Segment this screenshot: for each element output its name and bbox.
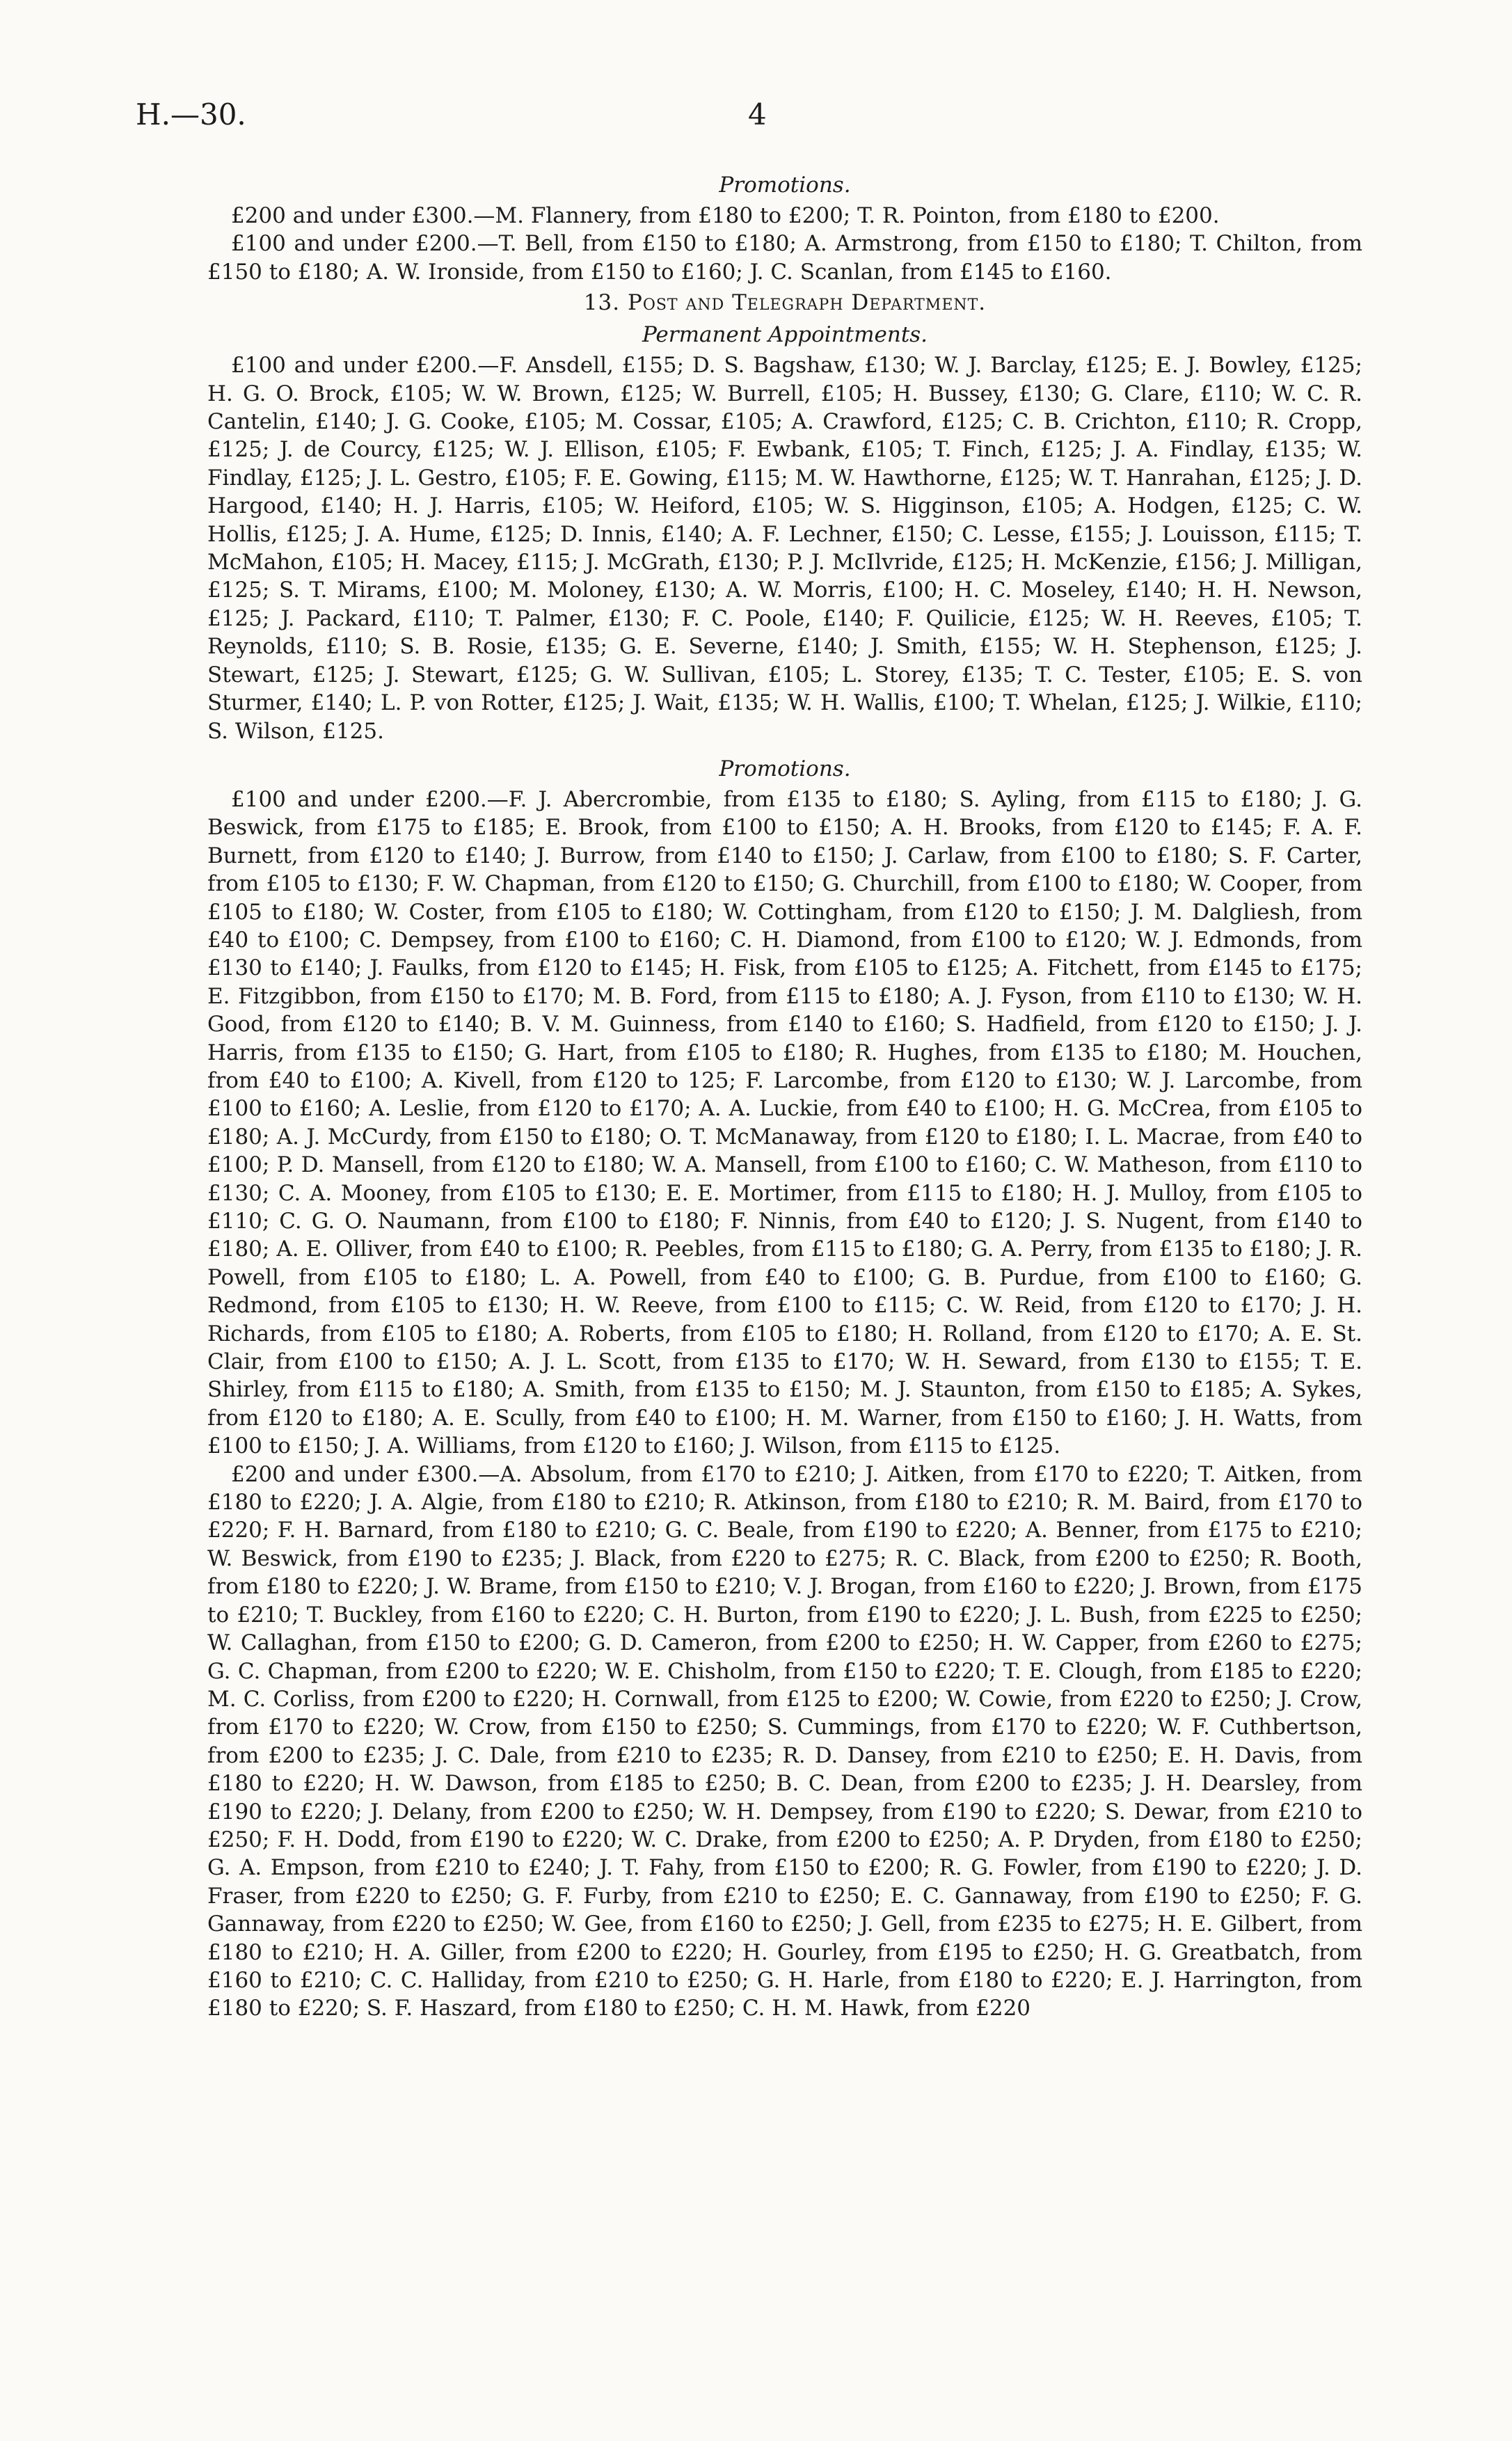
page-header: [136, 97, 1374, 139]
permanent-appointments-heading: Permanent Appointments.: [642, 322, 928, 348]
page-number: 4: [748, 97, 767, 132]
paragraph: £100 and under £200.—F. Ansdell, £155; D. S. Bagshaw, £130; W. J. Barclay, £125; E. J. Bowley, £125; H. G. O. Brock, £105; W. W. Brown, £125; W. Burrell, £105; H. Bussey, £130; G. Clare, £110; W. C. R. Cantelin, £140; J. G. Cooke, £105; M. Cossar, £105; A. Crawford, £125; C. B. Crichton, £110; R. Cropp, £125; J. de Courcy, £125; W. J. Ellison, £105; F. Ewbank, £105; T. Finch, £125; J. A. Findlay, £135; W. Findlay, £125; J. L. Gestro, £105; F. E. Gowing, £115; M. W. Hawthorne, £125; W. T. Hanrahan, £125; J. D. Hargood, £140; H. J. Harris, £105; W. Heiford, £105; W. S. Higginson, £105; A. Hodgen, £125; C. W. Hollis, £125; J. A. Hume, £125; D. Innis, £140; A. F. Lechner, £150; C. Lesse, £155; J. Louisson, £115; T. McMahon, £105; H. Macey, £115; J. McGrath, £130; P. J. McIlvride, £125; H. McKenzie, £156; J. Milligan, £125; S. T. Mirams, £100; M. Moloney, £130; A. W. Morris, £100; H. C. Moseley, £140; H. H. Newson, £125; J. Packard, £110; T. Palmer, £130; F. C. Poole, £140; F. Quilicie, £125; W. H. Reeves, £105; T. Reynolds, £110; S. B. Rosie, £135; G. E. Severne, £140; J. Smith, £155; W. H. Stephenson, £125; J. Stewart, £125; J. Stewart, £125; G. W. Sullivan, £105; L. Storey, £135; T. C. Tester, £105; E. S. von Sturmer, £140; L. P. von Rotter, £125; J. Wait, £135; W. H. Wallis, £100; T. Whelan, £125; J. Wilkie, £110; S. Wilson, £125.: [207, 353, 1362, 744]
document-id: H.—30.: [136, 97, 246, 132]
paragraph: £200 and under £300.—A. Absolum, from £170 to £210; J. Aitken, from £170 to £220; T. Aitken, from £180 to £220; J. A. Algie, from £180 to £210; R. Atkinson, from £180 to £210; R. M. Baird, from £170 to £220; F. H. Barnard, from £180 to £210; G. C. Beale, from £190 to £220; A. Benner, from £175 to £210; W. Beswick, from £190 to £235; J. Black, from £220 to £275; R. C. Black, from £200 to £250; R. Booth, from £180 to £220; J. W. Brame, from £150 to £210; V. J. Brogan, from £160 to £220; J. Brown, from £175 to £210; T. Buckley, from £160 to £220; C. H. Burton, from £190 to £220; J. L. Bush, from £225 to £250; W. Callaghan, from £150 to £200; G. D. Cameron, from £200 to £250; H. W. Capper, from £260 to £275; G. C. Chapman, from £200 to £220; W. E. Chisholm, from £150 to £220; T. E. Clough, from £185 to £220; M. C. Corliss, from £200 to £220; H. Cornwall, from £125 to £200; W. Cowie, from £220 to £250; J. Crow, from £170 to £220; W. Crow, from £150 to £250; S. Cummings, from £170 to £220; W. F. Cuthbertson, from £200 to £235; J. C. Dale, from £210 to £235; R. D. Dansey, from £210 to £250; E. H. Davis, from £180 to £220; H. W. Dawson, from £185 to £250; B. C. Dean, from £200 to £235; J. H. Dearsley, from £190 to £220; J. Delany, from £200 to £250; W. H. Dempsey, from £190 to £220; S. Dewar, from £210 to £250; F. H. Dodd, from £190 to £220; W. C. Drake, from £200 to £250; A. P. Dryden, from £180 to £250; G. A. Empson, from £210 to £240; J. T. Fahy, from £150 to £200; R. G. Fowler, from £190 to £220; J. D. Fraser, from £220 to £250; G. F. Furby, from £210 to £250; E. C. Gannaway, from £190 to £250; F. G. Gannaway, from £220 to £250; W. Gee, from £160 to £250; J. Gell, from £235 to £275; H. E. Gilbert, from £180 to £210; H. A. Giller, from £200 to £220; H. Gourley, from £195 to £250; H. G. Greatbatch, from £160 to £210; C. C. Halliday, from £210 to £250; G. H. Harle, from £180 to £220; E. J. Harrington, from £180 to £220; S. F. Haszard, from £180 to £250; C. H. M. Hawk, from £220: [207, 1461, 1362, 2021]
paragraph: £100 and under £200.—T. Bell, from £150 to £180; A. Armstrong, from £150 to £180; T. Chilton, from £150 to £180; A. W. Ironside, from £150 to £160; J. C. Scanlan, from £145 to £160.: [207, 231, 1362, 285]
paragraph: £100 and under £200.—F. J. Abercrombie, from £135 to £180; S. Ayling, from £115 to £180; J. G. Beswick, from £175 to £185; E. Brook, from £100 to £150; A. H. Brooks, from £120 to £145; F. A. F. Burnett, from £120 to £140; J. Burrow, from £140 to £150; J. Carlaw, from £100 to £180; S. F. Carter, from £105 to £130; F. W. Chapman, from £120 to £150; G. Churchill, from £100 to £180; W. Cooper, from £105 to £180; W. Coster, from £105 to £180; W. Cottingham, from £120 to £150; J. M. Dalgliesh, from £40 to £100; C. Dempsey, from £100 to £160; C. H. Diamond, from £100 to £120; W. J. Edmonds, from £130 to £140; J. Faulks, from £120 to £145; H. Fisk, from £105 to £125; A. Fitchett, from £145 to £175; E. Fitzgibbon, from £150 to £170; M. B. Ford, from £115 to £180; A. J. Fyson, from £110 to £130; W. H. Good, from £120 to £140; B. V. M. Guinness, from £140 to £160; S. Hadfield, from £120 to £150; J. J. Harris, from £135 to £150; G. Hart, from £105 to £180; R. Hughes, from £135 to £180; M. Houchen, from £40 to £100; A. Kivell, from £120 to 125; F. Larcombe, from £120 to £130; W. J. Larcombe, from £100 to £160; A. Leslie, from £120 to £170; A. A. Luckie, from £40 to £100; H. G. McCrea, from £105 to £180; A. J. McCurdy, from £150 to £180; O. T. McManaway, from £120 to £180; I. L. Macrae, from £40 to £100; P. D. Mansell, from £120 to £180; W. A. Mansell, from £100 to £160; C. W. Matheson, from £110 to £130; C. A. Mooney, from £105 to £130; E. E. Mortimer, from £115 to £180; H. J. Mulloy, from £105 to £110; C. G. O. Naumann, from £100 to £180; F. Ninnis, from £40 to £120; J. S. Nugent, from £140 to £180; A. E. Olliver, from £40 to £100; R. Peebles, from £115 to £180; G. A. Perry, from £135 to £180; J. R. Powell, from £105 to £180; L. A. Powell, from £40 to £100; G. B. Purdue, from £100 to £160; G. Redmond, from £105 to £130; H. W. Reeve, from £100 to £115; C. W. Reid, from £120 to £170; J. H. Richards, from £105 to £180; A. Roberts, from £105 to £180; H. Rolland, from £120 to £170; A. E. St. Clair, from £100 to £150; A. J. L. Scott, from £135 to £170; W. H. Seward, from £130 to £155; T. E. Shirley, from £115 to £180; A. Smith, from £135 to £150; M. J. Staunton, from £150 to £185; A. Sykes, from £120 to £180; A. E. Scully, from £40 to £100; H. M. Warner, from £150 to £160; J. H. Watts, from £100 to £150; J. A. Williams, from £120 to £160; J. Wilson, from £115 to £125.: [207, 786, 1362, 1459]
section-title: 13. Post and Telegraph Department.: [583, 290, 987, 316]
page-content: [207, 167, 1362, 2023]
promotions-heading: Promotions.: [719, 173, 851, 198]
promotions-heading: Promotions.: [719, 756, 851, 781]
paragraph: £200 and under £300.—M. Flannery, from £180 to £200; T. R. Pointon, from £180 to £200.: [231, 203, 1220, 228]
